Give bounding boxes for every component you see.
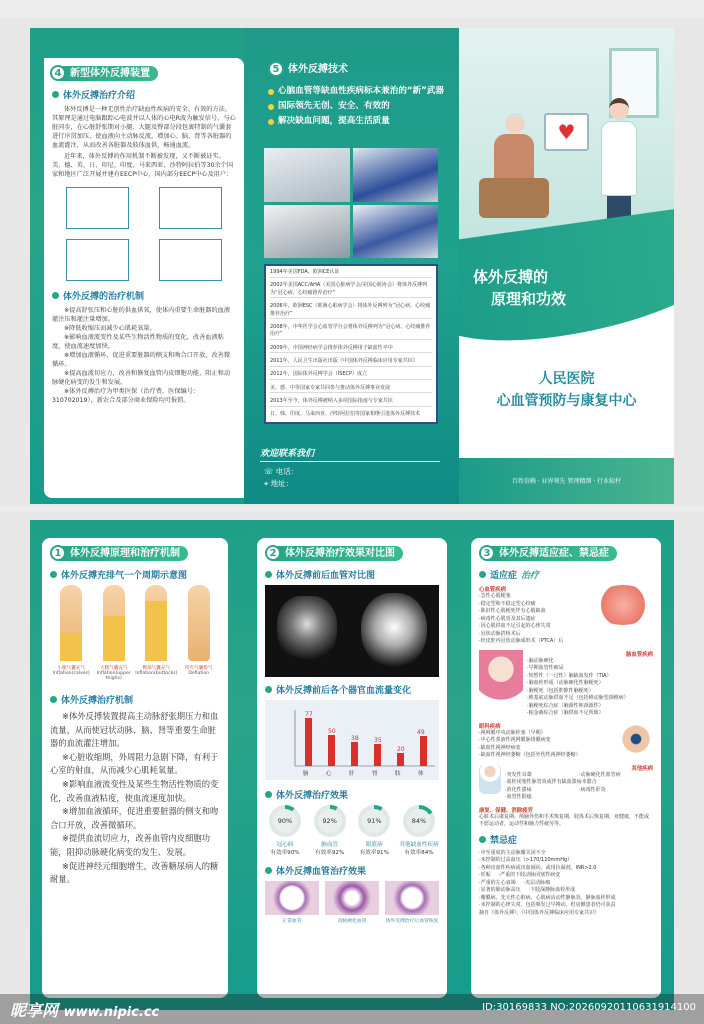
panel-3-card	[471, 538, 661, 998]
top-sheet	[0, 18, 704, 506]
indications-heading: 适应症 治疗	[479, 568, 653, 581]
bar-label: 35	[374, 737, 382, 744]
section-title: 体外反搏技术	[288, 63, 348, 75]
cycle-label: 小腿气囊充气 Inflation(calves)	[52, 666, 90, 676]
section-number: 3	[479, 545, 495, 561]
section-title: 体外反搏治疗效果对比图	[275, 546, 403, 561]
list-item: ·缺血性视神经病变	[479, 744, 521, 751]
slogan: 百姓信赖 · 业界领先 管理精细 · 行业标杆	[511, 478, 622, 485]
list-item: ※影响血液流变性及某些生物活性物质的变化，改善血液粘度，使血流速度加快。	[52, 334, 224, 350]
cycle-heading: 体外反搏充排气一个周期示意图	[50, 568, 220, 581]
address-label: ⌖ 地址：	[264, 479, 294, 488]
timeline-item: 日、韩、印度、马来西亚、沙特阿拉伯等国家相继引进体外反搏技术	[270, 411, 421, 418]
timeline-item: 1994年美国FDA、欧洲CE认证	[270, 269, 432, 278]
section-number: 5	[268, 61, 284, 77]
timeline-item: 美、德、中等国家专家共同参与推动体外反搏事业发展	[270, 385, 432, 394]
effect-rates	[265, 805, 439, 856]
treatment-photo	[264, 205, 350, 259]
intro-paragraph-2: 近年来，体外反搏的作用机制不断被发现，又不断被证实。美、德、英、日、印尼、印度、马来西亚、沙特阿拉伯等30余个国家和地区广泛开展并建有EECP中心，国内部分EECP中心及用户：	[52, 153, 234, 178]
bar-chart-heading: 体外反搏前后各个器官血流量变化	[265, 683, 439, 696]
vessel-before	[277, 596, 337, 666]
bullet-item: 国际领先无创、安全、有效的	[268, 99, 453, 114]
section-title: 体外反搏原理和治疗机制	[60, 546, 188, 561]
list-item: ·下肢深静脉血栓形成	[528, 887, 576, 893]
panel-1	[30, 520, 244, 1010]
bar	[374, 744, 381, 766]
mechanism-heading: 体外反搏的治疗机制	[52, 289, 236, 302]
treatment-photo	[353, 205, 439, 259]
panel-4	[30, 28, 244, 504]
list-item: ※促进神经元细胞增生，改善糖尿病人的糖耐量。	[50, 860, 219, 885]
effect-item	[265, 805, 305, 856]
list-item: ※增加血液循环，促进重要脏器的侧支和吻合口开放，改善微循环。	[52, 352, 231, 368]
timeline-item: 2008年，中华医学会心血管学分会将体外反搏列为“冠心病、心绞痛推荐治疗”	[270, 324, 432, 340]
body-figure	[145, 585, 167, 661]
timeline-item: 2012年，国际体外反搏学会（ISECP）成立	[270, 371, 432, 380]
list-item: ·短暂性（一过性）脑缺血发作（TIA）	[527, 672, 612, 679]
list-item: ·早期血管性痴呆	[527, 665, 564, 671]
list-item: ※提高血流切应力，改善和修复血管内皮细胞功能，阻止和动脉硬化病变的发生和发展。	[52, 370, 231, 386]
rehab-heading: 康复、保健、消除疲劳	[479, 807, 533, 814]
list-item: ·因心肌供血不足引起的心律失常	[479, 623, 551, 629]
section-4-header	[50, 64, 236, 82]
list-item: ·瓣膜病、先天性心脏病、心肌病活动性静脉炎、静脉血栓形成	[479, 894, 616, 901]
effect-pie: 84%	[403, 805, 435, 837]
center-name: 心血管预防与康复中心	[496, 393, 637, 409]
list-item: ·病毒性心肌炎及其后遗症	[479, 615, 536, 622]
list-item: ·中至重度的主动脉瓣关闭不全	[479, 849, 546, 856]
panel-4-card	[44, 58, 244, 498]
bar	[328, 735, 335, 766]
effect-pie: 91%	[358, 805, 390, 837]
vessel-after	[361, 593, 427, 669]
list-item: ·血栓闭塞性脉管炎或伴有缺血溃疡未愈合	[505, 779, 597, 785]
body-figure	[103, 585, 125, 661]
bar-category: 肝	[349, 771, 355, 777]
effect-name: 冠心病	[276, 842, 294, 848]
effect-rate: 有效率90%	[270, 850, 300, 856]
list-item: ·脑血栓形成（动脉硬化性脑梗死）	[527, 680, 604, 686]
section-3-header	[479, 544, 653, 562]
bar-chart-svg	[265, 700, 439, 780]
cycle-diagram	[50, 585, 220, 663]
list-item: ·夹层动脉瘤	[523, 879, 551, 886]
section-number: 1	[50, 545, 66, 561]
treatment-photos	[264, 148, 438, 258]
watermark-brand: 昵享网 www.nipic.cc	[10, 1001, 160, 1020]
panel-2-card	[257, 538, 447, 998]
heart-board: ♥	[544, 113, 589, 151]
cycle-label: 大腿气囊充气 Inflation(upper thighs)	[96, 666, 131, 681]
treatment-photo	[264, 148, 350, 202]
bar-category: 心	[326, 771, 332, 777]
tissue-image	[325, 881, 379, 915]
other-block	[479, 764, 653, 802]
timeline-item: 2011年，人民卫生出版社出版《中国体外反搏临床应用专家共识》	[270, 358, 432, 367]
bar-label: 38	[351, 735, 359, 742]
chair-shape	[479, 178, 549, 218]
list-item: ※影响血液流变性及某些生物活性物质的变化，改善血液粘度，使血流速度加快。	[50, 778, 219, 803]
effect-name: 眼底病	[365, 842, 383, 848]
contra-heading: 禁忌症	[479, 833, 653, 846]
doctor-icon	[479, 764, 501, 794]
heart-illustration	[593, 585, 653, 625]
eye-heading: 眼科疾病	[479, 723, 501, 730]
list-item: ·各种出血性疾病或出血倾向，或用抗凝剂，INR>2.0	[479, 864, 597, 871]
list-item: ·妊娠	[479, 872, 491, 878]
panel-2	[244, 520, 459, 1010]
panel-3	[459, 520, 674, 1010]
timeline-item: 2009年，中国神经病学会推荐体外反搏用于缺血性卒中	[270, 345, 432, 354]
effect-pie: 92%	[314, 805, 346, 837]
source-note: 摘自《体外反搏》，《中国体外反搏临床应用专家共识》	[479, 909, 600, 916]
logo-box	[159, 187, 222, 229]
bar	[305, 718, 312, 766]
history-timeline	[264, 264, 438, 424]
bullet-item: 心脑血管等缺血性疾病标本兼治的“新”武器	[268, 84, 453, 99]
bar	[420, 736, 427, 766]
tissue-image	[265, 881, 319, 915]
angiogram-image	[265, 585, 439, 677]
section-number: 4	[50, 65, 66, 81]
rehab-text: 心脏术后康复期，颅脑外伤和手术恢复期，肢体术后恢复期，亚健康，不能或不愿运动者，运动性和脑力性疲劳等。	[479, 813, 650, 827]
effect-rate: 有效率91%	[359, 850, 389, 856]
elder-illustration	[479, 650, 523, 714]
effect-rate: 有效率84%	[404, 850, 434, 856]
tissue-item: 体外反搏治疗后血管恢复	[385, 881, 439, 924]
cover-title: 体外反搏的 原理和功效	[473, 268, 567, 308]
list-item: ·陈旧性心肌梗死伴有心肌缺血	[479, 608, 546, 614]
effect-heading: 体外反搏治疗效果	[265, 788, 439, 801]
list-item: ·脑梗死（包括腔隙性脑梗死）	[527, 687, 594, 694]
bottom-sheet	[0, 512, 704, 1024]
effect-item	[399, 805, 439, 856]
list-item: ·稳定型和不稳定型心绞痛	[479, 600, 536, 607]
bullet-item: 解决缺血问题，提高生活质量	[268, 114, 453, 129]
cycle-label: 所有气囊排气 Deflation	[184, 666, 213, 676]
vessel-heading: 体外反搏前后血管对比图	[265, 568, 439, 581]
effect-item	[310, 805, 350, 856]
section-5-header	[268, 60, 356, 78]
list-item: ※降低收缩压而减少心肌耗氧量。	[64, 325, 156, 332]
hospital-name: 人民医院	[538, 371, 595, 387]
list-item: ·中心性浆液性视网膜脉络膜病变	[479, 737, 551, 743]
list-item: ·动脉硬化性血管病	[579, 771, 621, 778]
eye-block	[479, 722, 653, 760]
list-item: ·帕金森综合症（脑供血不足所致）	[527, 710, 604, 716]
panel-1-card	[42, 538, 228, 998]
contact-heading: 欢迎联系我们	[260, 446, 440, 462]
doctor-figure	[599, 98, 639, 228]
tissue-heading: 体外反搏血管治疗效果	[265, 864, 439, 877]
logo-box	[66, 187, 129, 229]
list-item: ·突发性耳聋	[505, 771, 532, 778]
section-1-header	[50, 544, 220, 562]
tissue-image	[385, 881, 439, 915]
user-logo-boxes	[66, 187, 222, 281]
tissue-item: 动脉硬化血管	[325, 881, 379, 924]
logo-box	[66, 239, 129, 281]
section-title: 新型体外反搏装置	[60, 66, 158, 81]
body-figure	[188, 585, 210, 661]
list-item: ※体外反搏治疗为甲类医保（治疗费，医保编号：310702019），新农合及部分商业保险均可报销。	[52, 388, 200, 404]
timeline-item: 2013年至今，体外反搏被纳入多项国际指南与专家共识	[270, 398, 432, 407]
bar-label: 49	[417, 729, 425, 736]
watermark-id: ID:30169833 NO:20260920110631914100	[482, 1002, 696, 1013]
tech-bullets	[268, 84, 453, 129]
cover-panel	[459, 28, 674, 504]
intro-heading: 体外反搏治疗介绍	[52, 88, 236, 101]
mechanism-heading: 体外反搏治疗机制	[50, 693, 220, 706]
list-item: ※体外反搏装置提高主动脉舒张期压力和血流量，从而使冠状动脉、脑、肾等重要生命脏器的血流灌注增加。	[50, 711, 219, 749]
bar-label: 20	[397, 746, 405, 753]
body-figure	[60, 585, 82, 661]
cycle-label: 臀部气囊充气 Inflation(buttocks)	[135, 666, 178, 676]
effect-rate: 有效率92%	[315, 850, 345, 856]
list-item: ·显著的肺动脉高压	[479, 887, 521, 893]
list-item: ·未控制的过高血压（>170/110mmHg）	[479, 857, 573, 863]
effect-name: 其他缺血性疾病	[399, 842, 439, 848]
bar-category: 脑	[303, 771, 309, 777]
bar	[351, 742, 358, 766]
list-item: ·视网膜中央动脉栓塞（早期）	[479, 729, 546, 736]
intro-paragraph-1: 体外反搏是一种无创性治疗缺血性疾病的安全、有效的方法。其原理是通过电脑跟踪心电波并以人体的心电R波为触发信号，与心脏同步，在心脏舒张期对小腿、大腿及臀部分段包裹特制的气囊套进行序贯加压，使血液向主动脉反流，增加心、脑、肾等各脏器的血流灌注，从而改善各脏器及肢体血供，畅通血流。	[52, 106, 236, 149]
panel-5	[244, 28, 459, 504]
list-item: ※心脏收缩期，外周阻力急剧下降，有利于心室的射血，从而减少心肌耗氧量。	[50, 751, 219, 776]
effect-name: 脑血管	[321, 842, 339, 848]
list-item: ※增加血液循环，促进重要脏器的侧支和吻合口开放，改善微循环。	[50, 806, 219, 830]
timeline-item: 2002年美国ACC/AHA（美国心脏病学会/美国心脏协会）将体外反搏列为“冠心病、心绞痛推荐治疗”	[270, 282, 432, 298]
effect-item	[354, 805, 394, 856]
list-item: ·急性心肌梗塞	[479, 593, 511, 599]
list-item: ·冠状动脉搭桥术后	[479, 630, 521, 637]
tissue-images	[265, 881, 439, 924]
bar-category: 肢	[395, 771, 401, 777]
watermark-bar	[0, 994, 704, 1024]
list-item: ※提高舒张压和心脏的供血供氧，使体内重要生命脏器的血液灌注压和灌注量增加。	[52, 307, 231, 323]
section-number: 2	[265, 545, 281, 561]
treatment-photo	[353, 148, 439, 202]
bar-category: 体	[418, 771, 424, 777]
timeline-item: 2006年，欧洲ESC（欧洲心脏病学会）将体外反搏列为“冠心病、心绞痛推荐治疗”	[270, 303, 432, 319]
mechanism-list	[52, 306, 236, 405]
section-2-header	[265, 544, 439, 562]
blood-flow-chart	[265, 700, 439, 780]
bar	[397, 753, 404, 766]
cycle-labels	[50, 665, 220, 681]
tissue-item: 正常血管	[265, 881, 319, 924]
list-item: ·经皮腔内冠状动脉成形术（PTCA）后	[479, 638, 564, 644]
eye-icon	[619, 722, 653, 756]
list-item: ·脑梗死综合症（脑源性和颈源性）	[527, 702, 604, 709]
bar-category: 肾	[372, 771, 378, 777]
other-heading: 其他疾病	[631, 765, 653, 772]
contra-list	[479, 850, 653, 918]
mechanism-list	[50, 710, 220, 887]
cardio-heading: 心血管疾病	[479, 587, 506, 593]
brain-block	[479, 650, 653, 718]
list-item: ·血管性阳痿	[505, 794, 532, 800]
bar-label: 50	[328, 728, 336, 735]
list-item: ·椎基底动脉供血不足（包括椎动脉型颈椎病）	[527, 695, 629, 701]
list-item: ·病毒性肝炎	[579, 786, 606, 793]
logo-box	[159, 239, 222, 281]
list-item: ·消化性溃疡	[505, 786, 532, 793]
list-item: ·未控制的心律失常，包括频发过早搏动，但房颤患者仍可获益	[479, 902, 616, 908]
bar-label: 77	[305, 711, 313, 718]
list-item: ※提供血流切应力，改善血管内皮细胞功能，阻抑动脉硬化病变的发生、发展。	[50, 833, 211, 857]
section-title: 体外反搏适应症、禁忌症	[489, 546, 617, 561]
effect-pie: 90%	[269, 805, 301, 837]
brain-heading: 脑血管疾病	[626, 651, 653, 658]
list-item: ·严重的下肢动脉闭塞性病变	[498, 872, 561, 878]
list-item: ·缺血性视神经萎缩（包括外伤性视神经萎缩）	[479, 752, 581, 758]
cardio-block	[479, 585, 653, 646]
other-list	[505, 772, 653, 802]
list-item: ·严重的左心衰竭	[479, 879, 516, 886]
phone-label: ☏ 电话：	[264, 467, 299, 476]
list-item: ·脑动脉硬化	[527, 657, 554, 664]
